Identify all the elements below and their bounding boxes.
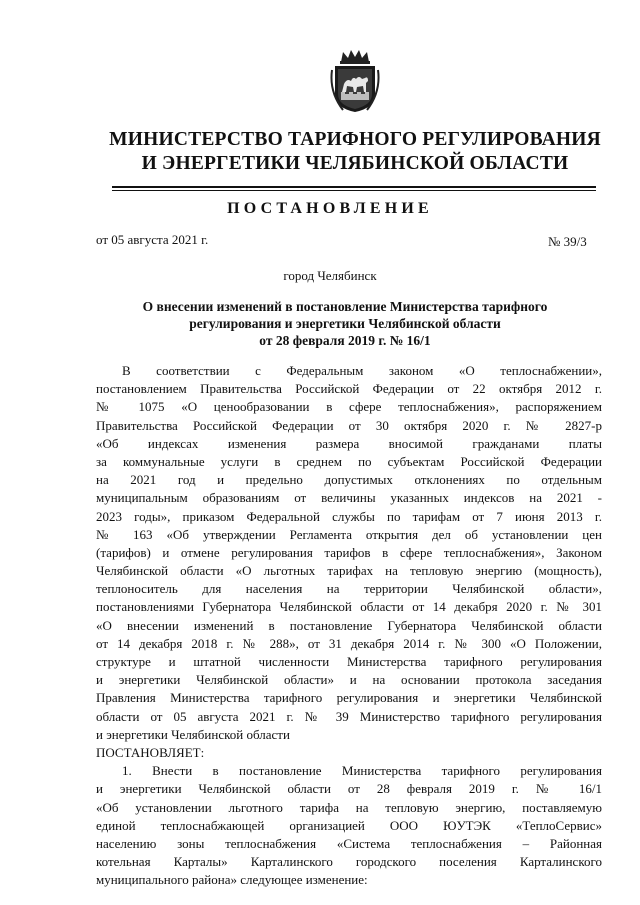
ministry-name bbox=[60, 128, 640, 176]
body-line: 2023 годы», приказом Федеральной службы по тарифам от 7 июня 2013 г. bbox=[96, 508, 602, 524]
body-line: муниципальным образованиям от величины указанных индексов на 2021 - bbox=[96, 490, 602, 506]
resolution-keyword: ПОСТАНОВЛЯЕТ: bbox=[96, 744, 205, 760]
body-line: постановлением Правительства Российской Федерации от 22 октября 2012 г. bbox=[96, 381, 602, 397]
body-line: № 163 «Об утверждении Регламента открытия дел об установлении цен bbox=[96, 526, 602, 542]
body-line: «Об индексах изменения размера вносимой гражданами платы bbox=[96, 435, 602, 451]
body-line: за коммунальные услуги в среднем по субъектам Российской Федерации bbox=[96, 453, 602, 469]
document-number: № 39/3 bbox=[548, 234, 587, 249]
body-line: Челябинской области «О льготных тарифах на тепловую энергию (мощность), bbox=[96, 563, 602, 579]
body-line: и энергетики Челябинской области от 28 февраля 2019 г. № 16/1 bbox=[96, 781, 602, 797]
body-line: структуре и штатной численности Министерства тарифного регулирования bbox=[96, 654, 602, 669]
body-line: «Об установлении льготного тарифа на тепловую энергию, поставляемую bbox=[96, 799, 602, 815]
body-line: муниципального района» следующее изменение: bbox=[96, 872, 368, 888]
body-line: № 1075 «О ценообразовании в сфере теплоснабжения», распоряжением bbox=[96, 399, 602, 415]
body-line: теплоноситель для населения на территории Челябинской области», bbox=[96, 581, 602, 597]
body-line: и энергетики Челябинской области bbox=[96, 726, 290, 742]
subject-line: О внесении изменений в постановление Министерства тарифного bbox=[142, 299, 548, 314]
body-line: от 14 декабря 2018 г. № 288», от 31 декабря 2014 г. № 300 «О Положении, bbox=[96, 635, 602, 651]
ministry-name-line-2: И ЭНЕРГЕТИКИ ЧЕЛЯБИНСКОЙ ОБЛАСТИ bbox=[141, 153, 569, 174]
document-type: ПОСТАНОВЛЕНИЕ bbox=[227, 200, 433, 217]
document-city: город Челябинск bbox=[283, 268, 377, 283]
document-body bbox=[96, 362, 602, 889]
body-line: области от 05 августа 2021 г. № 39 Министерство тарифного регулирования bbox=[96, 708, 602, 724]
body-line: (тарифов) и отмене регулирования тарифов в сфере теплоснабжения», Законом bbox=[96, 544, 602, 560]
body-line: и энергетики Челябинской области» и на основании протокола заседания bbox=[96, 672, 602, 688]
body-line: на 2021 год и предельно допустимых отклонениях по отдельным bbox=[96, 472, 602, 488]
document-subject bbox=[90, 298, 600, 349]
body-line: единой теплоснабжающей организацией ООО ЮУТЭК «ТеплоСервис» bbox=[96, 817, 602, 833]
body-line: «О внесении изменений в постановление Губернатора Челябинской области bbox=[96, 617, 602, 633]
body-line: В соответствии с Федеральным законом «О теплоснабжении», bbox=[122, 363, 602, 378]
coat-of-arms-emblem bbox=[329, 48, 381, 114]
body-line: котельная Карталы» Карталинского городского поселения Карталинского bbox=[96, 854, 602, 870]
body-line: Правления Министерства тарифного регулирования и энергетики Челябинской bbox=[96, 690, 602, 706]
body-line: населению зоны теплоснабжения «Система теплоснабжения – Районная bbox=[96, 835, 602, 851]
header-divider-thin bbox=[112, 190, 596, 191]
chelyabinsk-coat-of-arms-icon bbox=[329, 48, 381, 114]
body-line: Правительства Российской Федерации от 30 октября 2020 г. № 2827-р bbox=[96, 417, 602, 433]
body-line: 1. Внести в постановление Министерства тарифного регулирования bbox=[122, 763, 602, 779]
subject-line: регулирования и энергетики Челябинской области bbox=[189, 316, 501, 331]
body-line: постановлениями Губернатора Челябинской области от 14 декабря 2020 г. № 301 bbox=[96, 599, 602, 615]
header-divider-thick bbox=[112, 186, 596, 188]
document-date: от 05 августа 2021 г. bbox=[96, 232, 209, 247]
subject-line: от 28 февраля 2019 г. № 16/1 bbox=[259, 333, 431, 348]
ministry-name-line-1: МИНИСТЕРСТВО ТАРИФНОГО РЕГУЛИРОВАНИЯ bbox=[109, 129, 601, 150]
